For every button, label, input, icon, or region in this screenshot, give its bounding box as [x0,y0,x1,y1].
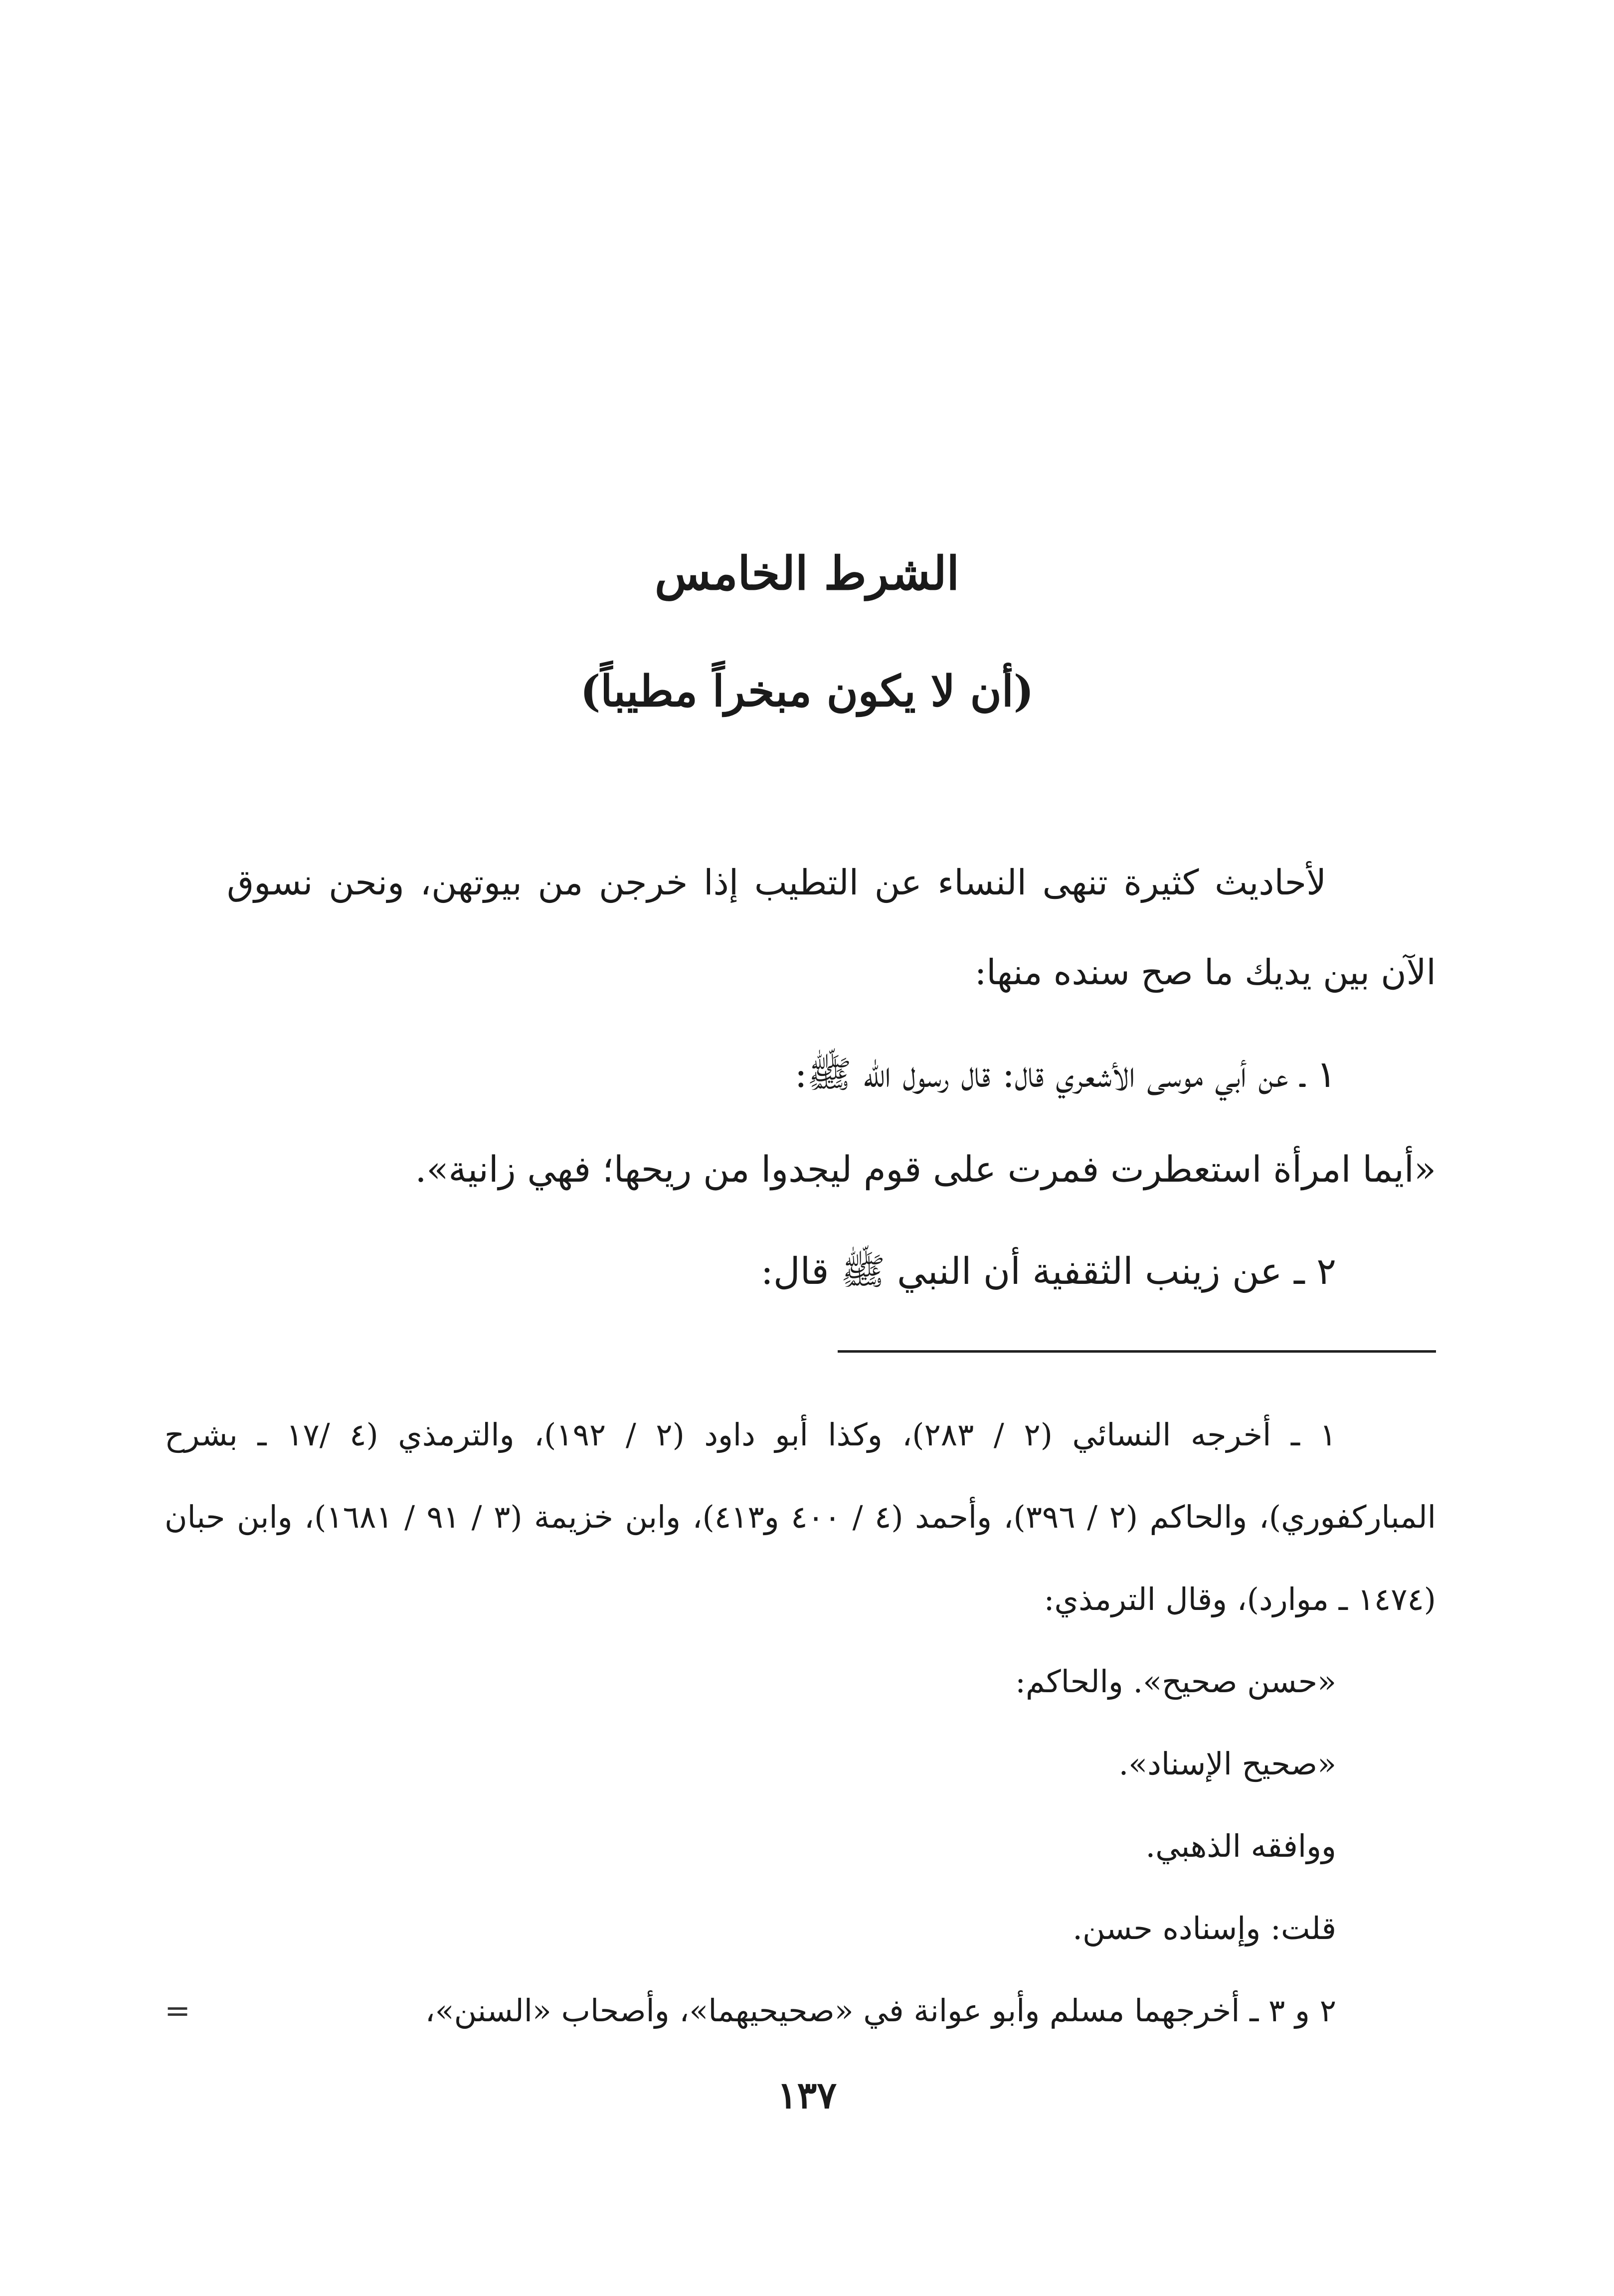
hadith-1-heading: ١ ـ عن أبي موسى الأشعري قال: قال رسول الله ﷺ: [794,1053,1336,1096]
footnote-2-3-text: ٢ و ٣ ـ أخرجهما مسلم وأبو عوانة في «صحيحيهما»، وأصحاب «السنن»، [425,1992,1336,2029]
hadith-1-text: «أيما امرأة استعطرت فمرت على قوم ليجدوا من ريحها؛ فهي زانية». [415,1148,1436,1190]
footnote-1: ١ ـ أخرجه النسائي (٢ / ٢٨٣)، وكذا أبو داود (٢ / ١٩٢)، والترمذي (٤ /١٧ ـ بشرح المباركفوري)، والحاكم (٢ / ٣٩٦)، وأحمد (٤ / ٤٠٠ و٤١٣)، وابن خزيمة (٣ / ٩١ / ١٦٨١)، وابن حبان (١٤٧٤ ـ موارد)، وقال الترمذي: [165,1416,1436,1617]
footnote-line-qultu: قلت: وإسناده حسن. [1073,1910,1336,1946]
footnote-line-dhahabi: ووافقه الذهبي. [1145,1828,1336,1864]
page-number: ١٣٧ [777,2074,837,2117]
chapter-subtitle: (أن لا يكون مبخراً مطيباً) [580,666,1034,716]
footnote-line-hasan: «حسن صحيح». والحاكم: [1015,1663,1336,1700]
footnote-line-sahih: «صحيح الإسناد». [1118,1746,1336,1782]
footnote-2-3 [165,1969,1436,2052]
hadith-2-heading: ٢ ـ عن زينب الثقفية أن النبي ﷺ قال: [760,1250,1336,1293]
chapter-title: الشرط الخامس [654,546,960,600]
footnote-divider [838,1350,1436,1353]
intro-paragraph: لأحاديث كثيرة تنهى النساء عن التطيب إذا خرجن من بيوتهن، ونحن نسوق الآن بين يديك ما صح سنده منها: [227,862,1436,993]
footnotes [165,1394,1436,2052]
main-text [227,838,1436,1316]
continuation-mark: = [165,1992,190,2029]
